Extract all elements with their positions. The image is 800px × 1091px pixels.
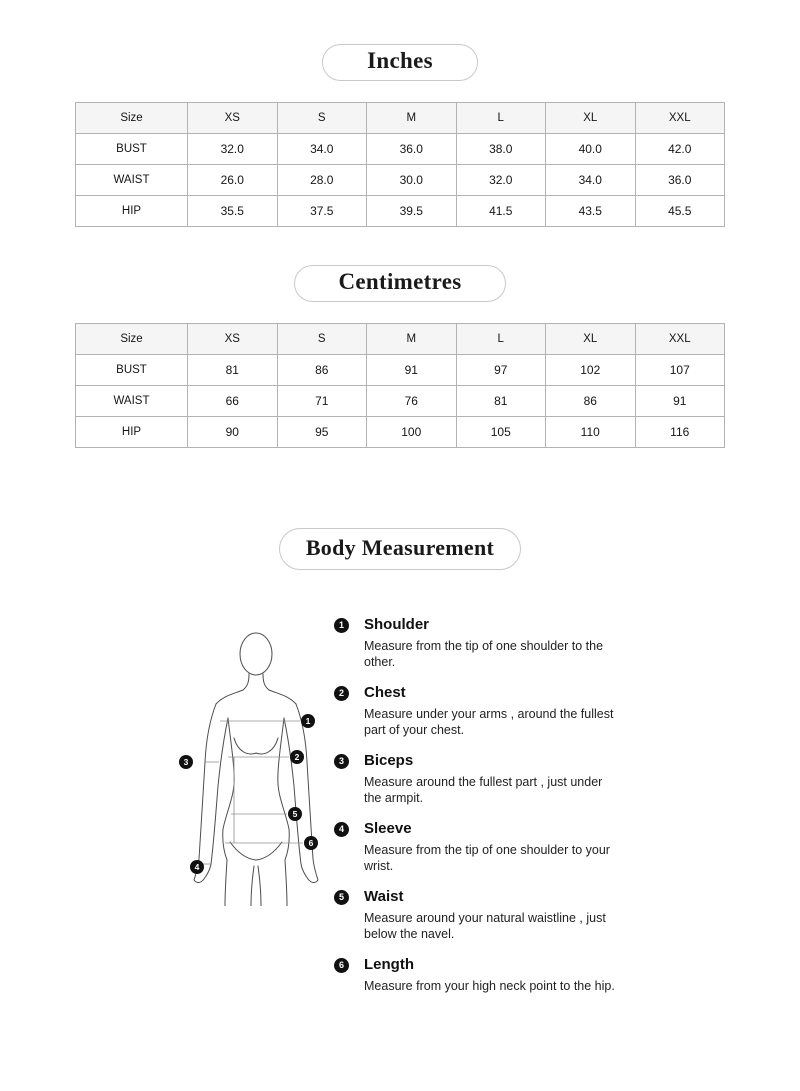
figure-marker-shoulder: 1	[301, 714, 315, 728]
value-cell: 105	[456, 417, 546, 448]
legend-title: Sleeve	[364, 820, 412, 837]
value-cell: 41.5	[456, 196, 546, 227]
legend-item-biceps	[334, 752, 616, 806]
value-cell: 86	[546, 386, 636, 417]
value-cell: 45.5	[635, 196, 725, 227]
value-cell: 28.0	[277, 165, 367, 196]
value-cell: 42.0	[635, 134, 725, 165]
value-cell: 43.5	[546, 196, 636, 227]
legend-number-badge: 5	[334, 890, 349, 905]
inches-title-text: Inches	[367, 48, 433, 73]
legend-item-waist	[334, 888, 616, 942]
legend-description: Measure from your high neck point to the hip.	[364, 979, 615, 993]
table-row-hip	[76, 196, 725, 227]
legend-item-sleeve	[334, 820, 616, 874]
table-row-bust	[76, 355, 725, 386]
legend-description: Measure from the tip of one shoulder to the other.	[364, 639, 604, 669]
legend-title: Shoulder	[364, 616, 430, 633]
legend-item-chest	[334, 684, 616, 738]
row-label: WAIST	[76, 165, 188, 196]
body-measurement-content	[0, 614, 800, 1008]
legend-text-block	[364, 956, 615, 994]
row-label: HIP	[76, 417, 188, 448]
value-cell: 26.0	[188, 165, 278, 196]
measurement-legend	[334, 614, 616, 1008]
legend-title: Waist	[364, 888, 404, 905]
table-row-waist	[76, 386, 725, 417]
header-cell-xxl: XXL	[635, 324, 725, 355]
figure-marker-chest: 2	[290, 750, 304, 764]
legend-text-block	[364, 616, 616, 670]
header-cell-size: Size	[76, 103, 188, 134]
legend-text-block	[364, 684, 616, 738]
header-cell-m: M	[367, 103, 457, 134]
figure-marker-waist: 5	[288, 807, 302, 821]
row-label: HIP	[76, 196, 188, 227]
header-cell-xs: XS	[188, 103, 278, 134]
value-cell: 76	[367, 386, 457, 417]
header-cell-s: S	[277, 324, 367, 355]
value-cell: 81	[456, 386, 546, 417]
figure-marker-sleeve: 4	[190, 860, 204, 874]
value-cell: 34.0	[546, 165, 636, 196]
header-cell-xs: XS	[188, 324, 278, 355]
table-row-hip	[76, 417, 725, 448]
legend-title: Length	[364, 956, 414, 973]
legend-number-badge: 2	[334, 686, 349, 701]
value-cell: 36.0	[635, 165, 725, 196]
value-cell: 90	[188, 417, 278, 448]
centimetres-size-table	[75, 323, 725, 448]
legend-item-shoulder	[334, 616, 616, 670]
value-cell: 35.5	[188, 196, 278, 227]
legend-number-badge: 6	[334, 958, 349, 973]
figure-marker-length: 6	[304, 836, 318, 850]
value-cell: 102	[546, 355, 636, 386]
table-row-bust	[76, 134, 725, 165]
value-cell: 36.0	[367, 134, 457, 165]
legend-description: Measure around your natural waistline , just below the navel.	[364, 911, 606, 941]
inches-size-table	[75, 102, 725, 227]
body-measurement-section-title	[279, 528, 521, 570]
header-cell-s: S	[277, 103, 367, 134]
legend-description: Measure from the tip of one shoulder to your wrist.	[364, 843, 610, 873]
value-cell: 66	[188, 386, 278, 417]
row-label: BUST	[76, 355, 188, 386]
value-cell: 38.0	[456, 134, 546, 165]
value-cell: 34.0	[277, 134, 367, 165]
legend-item-length	[334, 956, 616, 994]
value-cell: 116	[635, 417, 725, 448]
value-cell: 81	[188, 355, 278, 386]
header-cell-l: L	[456, 324, 546, 355]
value-cell: 91	[635, 386, 725, 417]
header-cell-xl: XL	[546, 324, 636, 355]
value-cell: 32.0	[188, 134, 278, 165]
value-cell: 37.5	[277, 196, 367, 227]
legend-title: Chest	[364, 684, 406, 701]
legend-description: Measure under your arms , around the fullest part of your chest.	[364, 707, 614, 737]
legend-text-block	[364, 888, 616, 942]
row-label: BUST	[76, 134, 188, 165]
header-cell-xl: XL	[546, 103, 636, 134]
body-measurement-title-text: Body Measurement	[305, 535, 495, 560]
inches-header-row	[76, 103, 725, 134]
body-figure	[178, 614, 320, 906]
value-cell: 100	[367, 417, 457, 448]
legend-number-badge: 3	[334, 754, 349, 769]
value-cell: 107	[635, 355, 725, 386]
value-cell: 39.5	[367, 196, 457, 227]
header-cell-l: L	[456, 103, 546, 134]
value-cell: 40.0	[546, 134, 636, 165]
header-cell-xxl: XXL	[635, 103, 725, 134]
value-cell: 86	[277, 355, 367, 386]
row-label: WAIST	[76, 386, 188, 417]
value-cell: 95	[277, 417, 367, 448]
header-cell-m: M	[367, 324, 457, 355]
legend-description: Measure around the fullest part , just under the armpit.	[364, 775, 603, 805]
table-row-waist	[76, 165, 725, 196]
centimetres-header-row	[76, 324, 725, 355]
header-cell-size: Size	[76, 324, 188, 355]
value-cell: 71	[277, 386, 367, 417]
figure-marker-biceps: 3	[179, 755, 193, 769]
legend-title: Biceps	[364, 752, 414, 769]
legend-number-badge: 1	[334, 618, 349, 633]
legend-text-block	[364, 820, 616, 874]
value-cell: 32.0	[456, 165, 546, 196]
value-cell: 97	[456, 355, 546, 386]
value-cell: 91	[367, 355, 457, 386]
value-cell: 110	[546, 417, 636, 448]
legend-number-badge: 4	[334, 822, 349, 837]
centimetres-section-title	[294, 265, 507, 302]
inches-section-title	[322, 44, 478, 81]
legend-text-block	[364, 752, 616, 806]
centimetres-title-text: Centimetres	[338, 269, 462, 294]
value-cell: 30.0	[367, 165, 457, 196]
